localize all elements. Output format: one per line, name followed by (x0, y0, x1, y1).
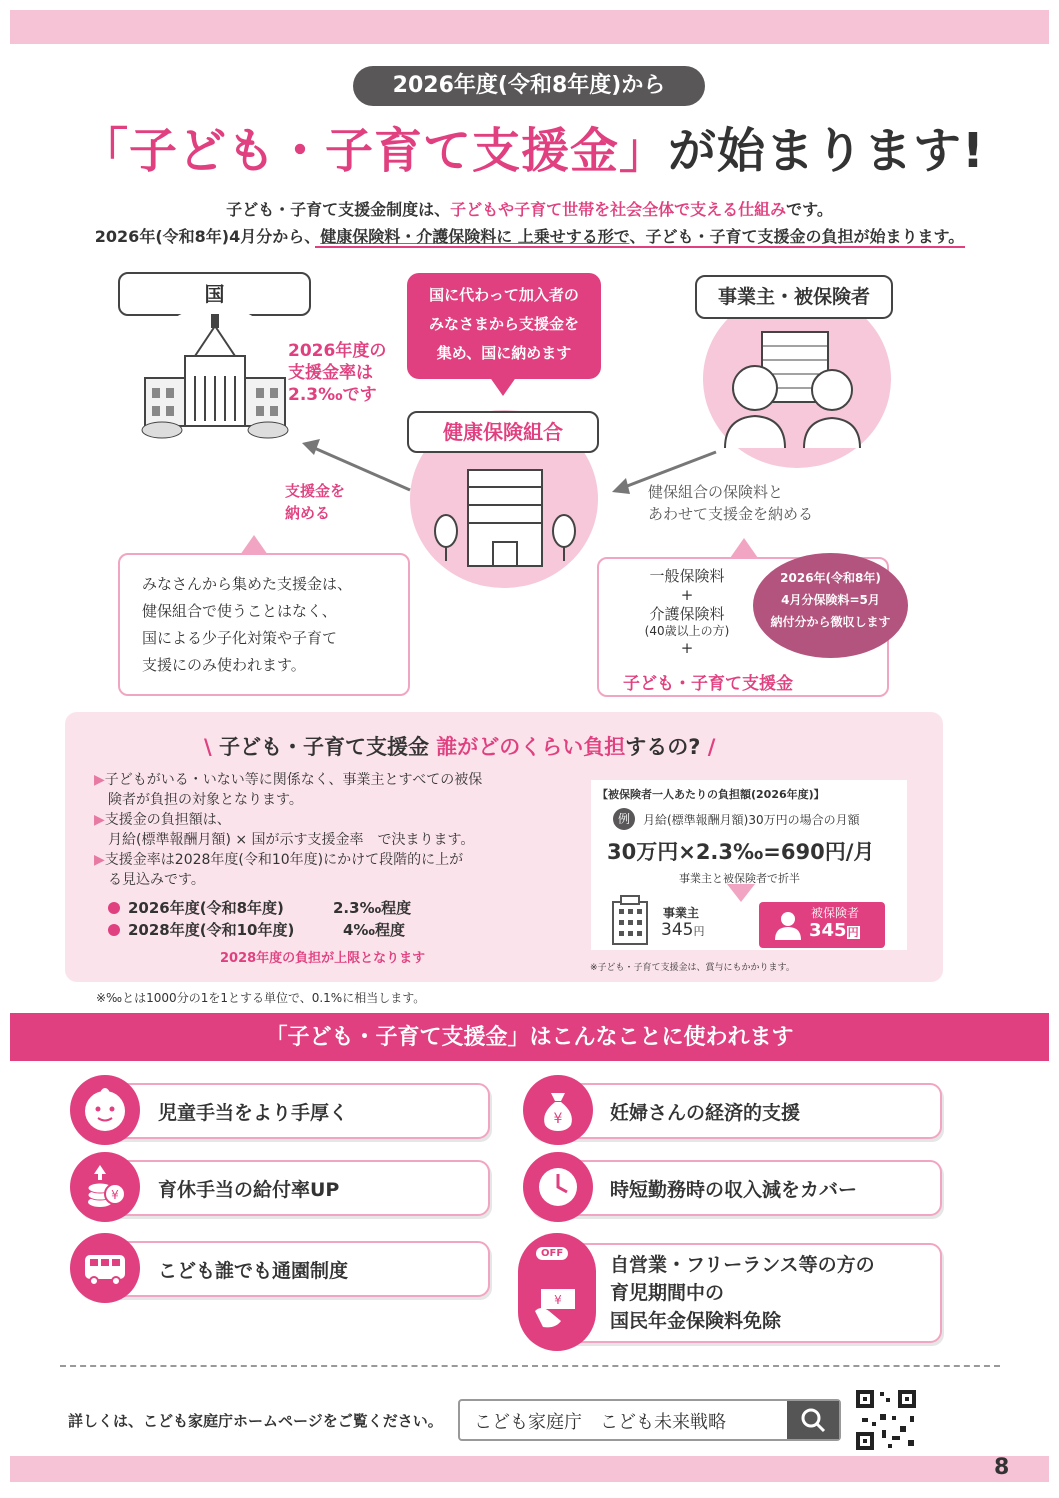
support-fund-item: 子ども・子育て支援金 (623, 674, 793, 694)
use-label: 時短勤務時の収入減をカバー (610, 1178, 858, 1201)
rate-dot (108, 924, 120, 936)
badge-line: 4月分保険料=5月 (781, 593, 880, 607)
employer-share-label: 事業主 (663, 906, 700, 920)
baby-face-icon (70, 1075, 140, 1145)
svg-text:¥: ¥ (554, 1293, 562, 1307)
search-button[interactable] (787, 1401, 839, 1439)
bubble-pointer (730, 538, 758, 558)
rate-row (108, 897, 411, 919)
bubble-line: 支援にのみ使われます。 (142, 656, 306, 674)
rate-value: 4‰程度 (343, 921, 406, 939)
union-label: 健康保険組合 (407, 411, 599, 453)
workers-icon (720, 330, 870, 450)
rate-year: 2028年度(令和10年度) (128, 921, 295, 939)
clock-icon (523, 1152, 593, 1222)
uses-section-title: 「子ども・子育て支援金」はこんなことに使われます (10, 1013, 1049, 1061)
intro-line-2 (40, 224, 1019, 247)
employer-amount: 345 (661, 920, 694, 940)
example-condition: 月給(標準報酬月額)30万円の場合の月額 (643, 813, 860, 827)
intro-line-1 (40, 197, 1019, 220)
bonus-note: ※子ども・子育て支援金は、賞与にもかかります。 (590, 963, 795, 973)
bullet-text: 支援金の負担額は、 (104, 812, 231, 828)
pay-line: 支援金を (285, 482, 346, 500)
intro-underlined: 健康保険料・介護保険料に 上乗せする形で (320, 227, 630, 246)
callout-line: みなさまから支援金を (428, 315, 579, 333)
nursing-premium: 介護保険料 (649, 605, 725, 623)
insured-amount: 345 (809, 920, 847, 941)
intro-text: 子ども・子育て支援金制度は、 (226, 200, 451, 219)
money-bag-icon (523, 1075, 593, 1145)
intro-text: 、子ども・子育て支援金の負担が始まります。 (629, 227, 965, 246)
bus-icon (70, 1233, 140, 1303)
nursing-note: (40歳以上の方) (644, 624, 730, 638)
rate-line: 2026年度の (288, 341, 387, 361)
pay-with-premium-label (648, 481, 813, 525)
callout-line: 国に代わって加入者の (429, 286, 579, 304)
permil-note: ※‰とは1000分の1を1とする単位で、0.1%に相当します。 (96, 991, 426, 1005)
use-label: 妊婦さんの経済的支援 (610, 1101, 801, 1124)
example-badge: 例 (613, 808, 635, 830)
page-headline (80, 112, 1000, 181)
yen-unit: 円 (847, 926, 859, 939)
bullet-marker: ▶ (94, 772, 105, 788)
search-box[interactable] (458, 1399, 841, 1441)
bubble-pointer (240, 535, 268, 555)
start-year-pill: 2026年度(令和8年度)から (353, 66, 705, 106)
badge-line: 2026年(令和8年) (780, 571, 881, 585)
insured-share (809, 920, 860, 941)
bullet-text: る見込みです。 (108, 872, 205, 888)
plus-sign: + (680, 586, 694, 604)
use-label: こども誰でも通園制度 (158, 1259, 349, 1282)
fund-usage-bubble (118, 553, 410, 696)
off-hand-icon (518, 1233, 596, 1351)
bottom-decorative-bar (10, 1456, 1049, 1482)
headline-dark: が始まります! (668, 123, 985, 179)
title-highlight: 誰がどのくらい負担 (436, 735, 626, 759)
union-role-callout (407, 273, 601, 379)
rate-schedule (108, 897, 411, 941)
intro-text: 2026年(令和8年)4月分から、 (94, 227, 321, 246)
use-label: 児童手当をより手厚く (158, 1101, 349, 1124)
detail-text: 詳しくは、こども家庭庁ホームページをご覧ください。 (68, 1412, 443, 1430)
person-icon (773, 910, 803, 940)
bubble-line: 国による少子化対策や子育て (142, 629, 338, 647)
slash-deco: \ (204, 735, 219, 759)
example-header: 【被保険者一人あたりの負担額(2026年度)】 (597, 788, 825, 801)
top-decorative-bar (10, 10, 1049, 44)
intro-underline (315, 246, 965, 248)
bullet-text: 子どもがいる・いない等に関係なく、事業主とすべての被保 (104, 772, 483, 788)
rate-line: 2.3‰です (288, 385, 377, 405)
diet-building-icon (140, 306, 290, 446)
dashed-separator (60, 1365, 1000, 1367)
union-building-icon (430, 465, 580, 575)
burden-example-box (591, 780, 907, 950)
burden-bullets (94, 770, 594, 890)
rate-line: 支援金率は (288, 363, 373, 383)
example-formula: 30万円×2.3‰=690円/月 (607, 840, 875, 864)
burden-section-title (204, 731, 715, 761)
svg-text:¥: ¥ (111, 1188, 119, 1202)
rate-year: 2026年度(令和8年度) (128, 899, 284, 917)
page-number: 8 (994, 1455, 1010, 1480)
pay-line: 納める (285, 504, 331, 522)
use-label: 育児期間中の (610, 1282, 725, 1304)
bullet-text: 険者が負担の対象となります。 (108, 792, 303, 808)
bubble-line: みなさんから集めた支援金は、 (142, 575, 353, 593)
split-arrow (727, 884, 755, 902)
bullet-marker: ▶ (94, 812, 105, 828)
rate-dot (108, 902, 120, 914)
example-split-note: 事業主と被保険者で折半 (679, 872, 800, 885)
use-label: 自営業・フリーランス等の方の (610, 1254, 875, 1276)
callout-line: 集め、国に納めます (436, 344, 572, 362)
intro-text: です。 (786, 200, 833, 219)
search-terms: こども家庭庁 こども未来戦略 (474, 1412, 726, 1433)
burden-cap-note: 2028年度の負担が上限となります (220, 951, 426, 966)
intro-highlight: 子どもや子育て世帯を社会全体で支える仕組み (450, 200, 787, 219)
bubble-line: 健保組合で使うことはなく、 (142, 602, 337, 620)
use-label: 国民年金保険料免除 (610, 1310, 782, 1332)
qr-code-icon[interactable] (852, 1386, 920, 1454)
together-line: 健保組合の保険料と (648, 483, 784, 501)
country-label: 国 (118, 272, 311, 316)
general-premium: 一般保険料 (649, 567, 725, 585)
employer-share (661, 920, 704, 940)
support-rate-note (288, 340, 386, 406)
employer-label: 事業主・被保険者 (695, 275, 893, 319)
slash-deco: / (700, 735, 716, 759)
bullet-marker: ▶ (94, 852, 105, 868)
rate-value: 2.3‰程度 (333, 899, 412, 917)
off-tag: OFF (536, 1247, 568, 1260)
bullet-text: 月給(標準報酬月額) × 国が示す支援金率 で決まります。 (108, 832, 475, 848)
callout-pointer (489, 376, 517, 396)
headline-pink: 「子ども・子育て支援金」 (80, 123, 669, 179)
rate-row (108, 919, 411, 941)
office-building-icon (611, 894, 649, 946)
svg-text:¥: ¥ (553, 1111, 563, 1127)
coin-stack-up-icon (70, 1152, 140, 1222)
bullet-text: 支援金率は2028年度(令和10年度)にかけて段階的に上が (104, 852, 464, 868)
together-line: あわせて支援金を納める (648, 505, 814, 523)
search-icon (800, 1407, 826, 1433)
plus-sign: + (680, 639, 694, 657)
title-text: 子ども・子育て支援金 (218, 735, 437, 759)
insured-share-label: 被保険者 (811, 906, 860, 920)
country-illustration-area (140, 306, 290, 456)
badge-line: 納付分から徴収します (770, 615, 891, 629)
collection-timing-badge (753, 553, 908, 658)
pay-to-country-label (285, 480, 345, 524)
yen-unit: 円 (693, 925, 705, 938)
title-text: するの? (625, 735, 701, 759)
use-label: 育休手当の給付率UP (158, 1178, 340, 1201)
insured-share-box (759, 902, 885, 948)
